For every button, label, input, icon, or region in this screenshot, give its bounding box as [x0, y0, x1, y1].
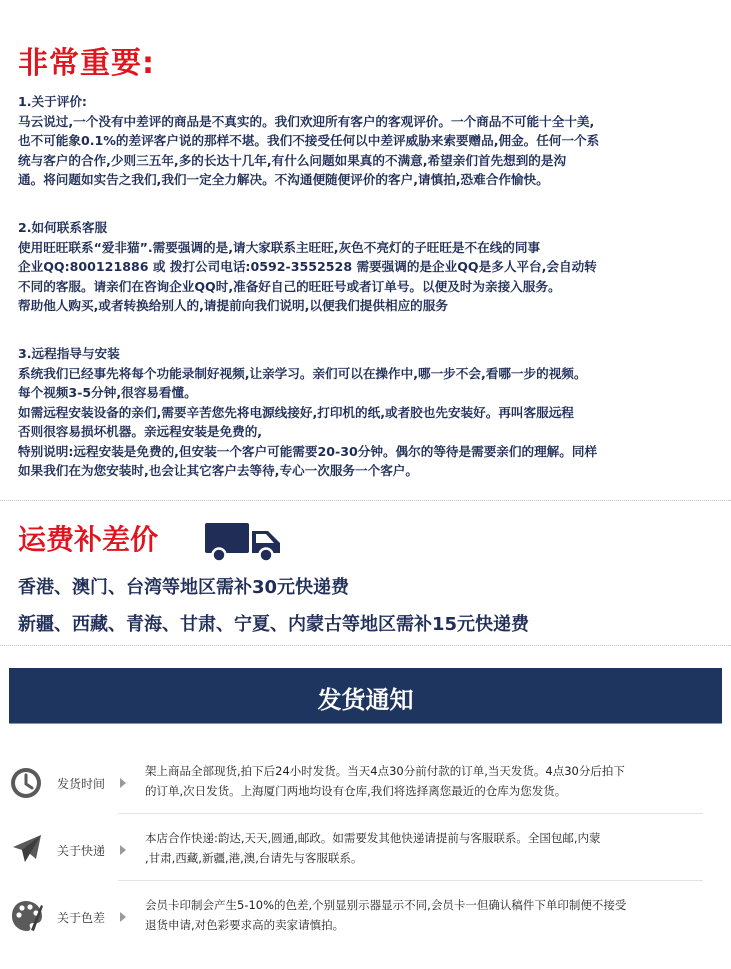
chevron-right-icon [120, 845, 126, 855]
section-line: 帮助他人购买,或者转换给别人的,请提前向我们说明,以便我们提供相应的服务 [18, 298, 448, 313]
section-line: 系统我们已经事先将每个功能录制好视频,让亲学习。亲们可以在操作中,哪一步不会,看哪一步的视频。 [18, 365, 587, 381]
airplane-icon [10, 832, 44, 870]
freight-title: 运费补差价 [18, 523, 159, 556]
section-heading: 1.关于评价: [18, 94, 87, 109]
section-line: 通。将问题如实告之我们,我们一定全力解决。不沟通便随便评价的客户,请慎拍,恐难合作愉快。 [18, 172, 549, 187]
section-line: 如需远程安装设备的亲们,需要辛苦您先将电源线接好,打印机的纸,或者胶也先安装好。再叫客服远程 [18, 404, 574, 420]
clock-icon [10, 767, 42, 803]
section-line: 否则很容易损坏机器。亲远程安装是免费的, [18, 424, 263, 439]
section-line: 使用旺旺联系“爱非猫”.需要强调的是,请大家联系主旺旺,灰色不亮灯的子旺旺是不在线的同事 [18, 239, 541, 255]
shipping-row-color [0, 889, 731, 949]
important-title: 非常重要: [18, 46, 155, 81]
chevron-right-icon [120, 912, 126, 922]
truck-icon [204, 519, 282, 567]
section-line: 也不可能象0.1%的差评客户说的那样不堪。我们不接受任何以中差评威胁来索要赠品,佣金。任何一个系 [18, 133, 600, 148]
section-line: 特别说明:远程安装是免费的,但安装一个客户可能需要20-30分钟。偶尔的等待是需要亲们的理解。同样 [18, 443, 598, 459]
row-label: 发货时间 [57, 777, 106, 791]
row-label: 关于色差 [57, 911, 106, 925]
row-text-line: 的订单,次日发货。上海厦门两地均设有仓库,我们将选择离您最近的仓库为您发货。 [145, 784, 567, 798]
row-label: 关于快递 [57, 844, 106, 858]
shipping-row-courier [0, 822, 731, 882]
section-heading: 3.远程指导与安装 [18, 346, 120, 361]
row-text [145, 828, 705, 868]
section-line: 马云说过,一个没有中差评的商品是不真实的。我们欢迎所有客户的客观评价。一个商品不可能十全十美, [18, 113, 595, 129]
chevron-right-icon [120, 778, 126, 788]
row-text-line: 会员卡印制会产生5-10%的色差,个别显别示器显示不同,会员卡一但确认稿件下单印制便不接受 [145, 898, 627, 912]
section-heading: 2.如何联系客服 [18, 220, 108, 235]
section-line: 企业QQ:800121886 或 拨打公司电话:0592-3552528 需要强调的是企业QQ是多人平台,会自动转 [18, 259, 597, 274]
row-text-line: ,甘肃,西藏,新疆,港,澳,台请先与客服联系。 [145, 851, 363, 865]
shipping-banner [9, 668, 722, 724]
row-text [145, 895, 705, 935]
section-remote-install [18, 344, 718, 481]
section-line: 如果我们在为您安装时,也会让其它客户去等待,专心一次服务一个客户。 [18, 463, 418, 478]
row-text-line: 架上商品全部现货,拍下后24小时发货。当天4点30分前付款的订单,当天发货。4点30分后拍下 [145, 764, 625, 778]
section-contact [18, 218, 718, 316]
section-line: 不同的客服。请亲们在咨询企业QQ时,准备好自己的旺旺号或者订单号。以便及时为亲接入服务。 [18, 278, 561, 294]
row-text-line: 本店合作快递:韵达,天天,圆通,邮政。如需要发其他快递请提前与客服联系。全国包邮,内蒙 [145, 831, 601, 845]
freight-line: 香港、澳门、台湾等地区需补30元快递费 [18, 577, 350, 598]
shipping-row-time [0, 755, 731, 815]
shipping-banner-title: 发货通知 [317, 686, 414, 714]
section-line: 每个视频3-5分钟,很容易看懂。 [18, 385, 197, 400]
row-divider [118, 813, 703, 814]
freight-line: 新疆、西藏、青海、甘肃、宁夏、内蒙古等地区需补15元快递费 [18, 614, 530, 635]
row-divider [118, 880, 703, 881]
section-reviews [18, 92, 718, 190]
row-text-line: 退货申请,对色彩要求高的卖家请慎拍。 [145, 918, 345, 932]
row-text [145, 761, 705, 801]
dotted-divider [0, 500, 731, 501]
section-line: 统与客户的合作,少则三五年,多的长达十几年,有什么问题如果真的不满意,希望亲们首先想到的是沟 [18, 152, 567, 168]
palette-icon [10, 899, 44, 937]
dotted-divider [0, 645, 731, 646]
